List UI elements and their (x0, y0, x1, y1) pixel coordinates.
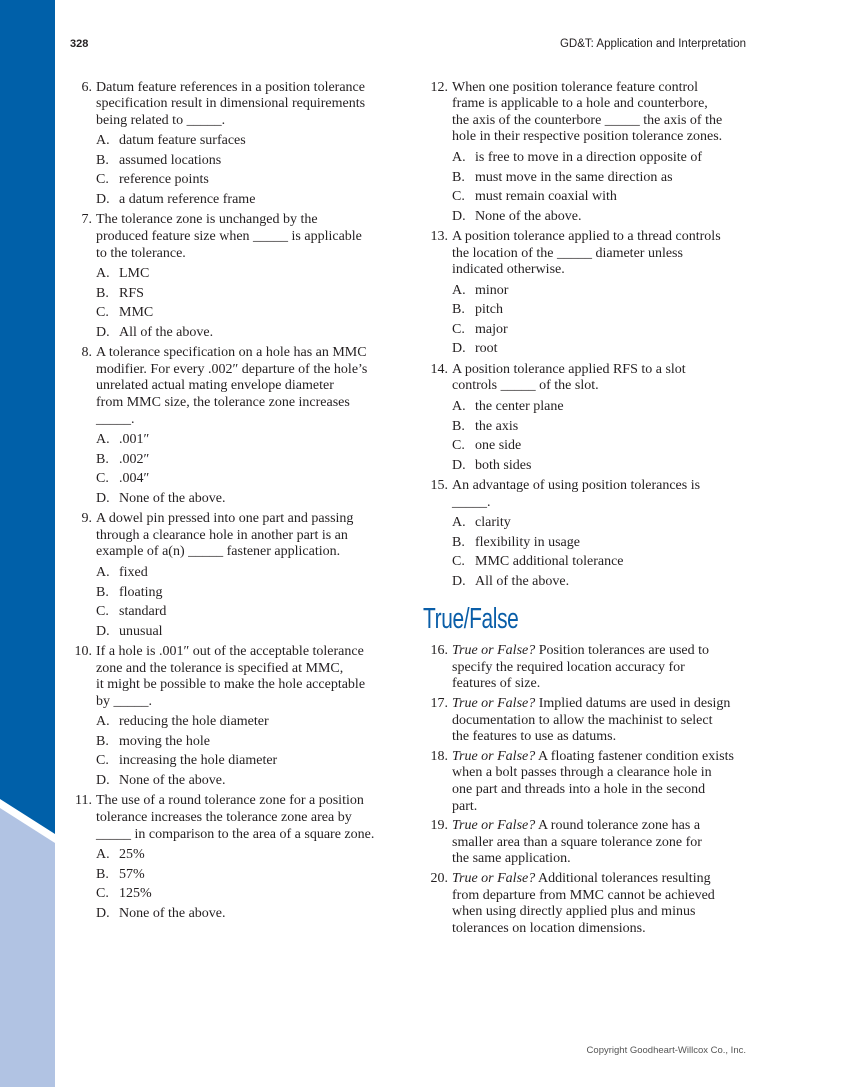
option-letter: C. (452, 438, 465, 454)
question-text: specify the required location accuracy for (452, 659, 685, 675)
question-number: 13. (430, 229, 448, 245)
question-text: the same application. (452, 851, 571, 867)
option-letter: A. (96, 847, 110, 863)
question-text: controls _____ of the slot. (452, 378, 599, 394)
question-text: the features to use as datums. (452, 729, 617, 745)
answer-option (452, 513, 760, 533)
answer-option (96, 622, 404, 642)
question-text-line (452, 799, 760, 816)
option-text: root (475, 341, 498, 357)
question-text-line (96, 694, 404, 711)
question (64, 644, 404, 790)
question-text: _____. (96, 411, 135, 427)
option-letter: D. (452, 208, 466, 224)
option-text: both sides (475, 457, 532, 473)
option-letter: A. (452, 282, 466, 298)
question-text: one part and threads into a hole in the second (452, 781, 706, 797)
answer-option (96, 131, 404, 151)
question-text: When one position tolerance feature control (452, 79, 699, 95)
answer-options (96, 845, 404, 923)
question-text-line (96, 246, 404, 263)
answer-option (452, 320, 760, 340)
answer-option (96, 563, 404, 583)
question (64, 345, 404, 508)
option-text: increasing the hole diameter (119, 753, 278, 769)
answer-options (96, 264, 404, 342)
answer-option (452, 533, 760, 553)
answer-option (96, 303, 404, 323)
answer-option (96, 712, 404, 732)
option-text: unusual (119, 623, 163, 639)
option-letter: A. (452, 399, 466, 415)
left-column (64, 80, 404, 923)
option-text: is free to move in a direction opposite of (475, 150, 703, 166)
option-text: .002″ (119, 451, 150, 467)
question-number: 18. (430, 748, 448, 764)
question-number: 17. (430, 696, 448, 711)
question-text-line (96, 345, 404, 362)
question-text: A dowel pin pressed into one part and passing (96, 511, 354, 527)
question-text-line (452, 478, 760, 495)
answer-option (96, 190, 404, 210)
question-text-line (96, 229, 404, 246)
question-text: zone and the tolerance is specified at MMC, (96, 660, 344, 676)
true-false-question (420, 696, 760, 746)
question-text-line (452, 676, 760, 693)
question-text: smaller area than a square tolerance zone for (452, 834, 702, 850)
question-text-line (452, 495, 760, 512)
option-text: pitch (475, 302, 503, 318)
question-number: 14. (430, 361, 448, 377)
question-text: tolerances on location dimensions. (452, 920, 646, 936)
question (64, 212, 404, 342)
answer-option (96, 151, 404, 171)
true-false-items (420, 643, 760, 937)
option-text: .004″ (119, 471, 150, 487)
true-or-false-label: True or False? (452, 870, 536, 886)
question-text-line (452, 888, 760, 905)
question-text: example of a(n) _____ fastener application. (96, 544, 341, 560)
option-letter: C. (96, 305, 109, 321)
answer-option (452, 300, 760, 320)
option-letter: A. (96, 432, 110, 448)
option-letter: B. (96, 451, 109, 467)
answer-option (96, 583, 404, 603)
option-text: a datum reference frame (119, 191, 256, 207)
question-text-line (96, 661, 404, 678)
question-text: the axis of the counterbore _____ the axis of the (452, 112, 723, 128)
sidebar-light-band (0, 808, 55, 1087)
question-text: tolerance increases the tolerance zone area by (96, 809, 352, 825)
option-text: MMC additional tolerance (475, 554, 624, 570)
question-text: by _____. (96, 693, 152, 709)
question-text-line (452, 749, 760, 766)
question (64, 511, 404, 641)
question-number: 19. (430, 818, 448, 834)
answer-option (96, 751, 404, 771)
answer-option (96, 264, 404, 284)
answer-options (452, 513, 760, 591)
answer-option (452, 552, 760, 572)
question-text: A tolerance specification on a hole has an MMC (96, 345, 367, 361)
question-number: 16. (430, 643, 448, 659)
running-title: GD&T: Application and Interpretation (559, 38, 746, 50)
answer-options (452, 281, 760, 359)
answer-option (452, 456, 760, 476)
question-text-line (452, 362, 760, 379)
option-text: the center plane (475, 399, 564, 415)
option-text: None of the above. (475, 208, 582, 224)
question-text-line (96, 378, 404, 395)
question-text-line (96, 80, 404, 97)
answer-option (96, 469, 404, 489)
question-text-line (96, 810, 404, 827)
question-text: to the tolerance. (96, 245, 186, 261)
option-letter: B. (96, 152, 109, 168)
question-text-line (452, 246, 760, 263)
question-number: 7. (81, 212, 92, 228)
answer-option (452, 572, 760, 592)
option-text: None of the above. (119, 905, 226, 921)
option-letter: B. (452, 169, 465, 185)
question-text: indicated otherwise. (452, 262, 565, 278)
option-letter: B. (96, 866, 109, 882)
option-letter: D. (96, 772, 110, 788)
question-text: A round tolerance zone has a (535, 818, 701, 834)
question-text-line (452, 262, 760, 279)
answer-option (452, 417, 760, 437)
option-letter: B. (452, 418, 465, 434)
question-text: A floating fastener condition exists (535, 748, 734, 764)
option-letter: A. (96, 266, 110, 282)
question-text-line (96, 113, 404, 130)
answer-option (96, 904, 404, 924)
question-text-line (96, 528, 404, 545)
question-text-line (452, 835, 760, 852)
option-letter: D. (96, 191, 110, 207)
question-text: Implied datums are used in design (535, 696, 731, 711)
option-text: fixed (119, 565, 148, 580)
answer-option (96, 430, 404, 450)
option-letter: D. (452, 457, 466, 473)
answer-options (96, 712, 404, 790)
option-letter: D. (96, 324, 110, 340)
answer-options (96, 131, 404, 209)
question-text-line (452, 713, 760, 730)
option-letter: B. (452, 534, 465, 550)
question-number: 11. (75, 793, 92, 809)
answer-option (452, 187, 760, 207)
question-text: modifier. For every .002″ departure of the hole’s (96, 361, 368, 377)
option-letter: D. (452, 341, 466, 357)
option-text: moving the hole (119, 733, 210, 749)
right-column (420, 80, 760, 938)
answer-option (96, 845, 404, 865)
question-text: documentation to allow the machinist to select (452, 712, 713, 728)
question-text-line (452, 782, 760, 799)
option-text: minor (475, 282, 509, 298)
answer-option (452, 397, 760, 417)
question-number: 9. (81, 511, 92, 527)
option-letter: B. (96, 733, 109, 749)
option-text: None of the above. (119, 490, 226, 506)
question (64, 80, 404, 210)
option-letter: C. (452, 554, 465, 570)
option-letter: C. (96, 753, 109, 769)
option-letter: C. (96, 886, 109, 902)
question-text-line (452, 818, 760, 835)
question-text: through a clearance hole in another part is an (96, 527, 348, 543)
option-text: the axis (475, 418, 519, 434)
question-text: Datum feature references in a position tolerance (96, 79, 365, 95)
option-text: datum feature surfaces (119, 133, 246, 149)
option-text: must remain coaxial with (475, 189, 617, 205)
question-text: Position tolerances are used to (535, 643, 710, 659)
question (420, 478, 760, 591)
true-or-false-label: True or False? (452, 818, 536, 834)
question-text: An advantage of using position tolerances is (452, 478, 701, 494)
true-false-question (420, 749, 760, 815)
question-text-line (96, 827, 404, 844)
question-text-line (96, 511, 404, 528)
answer-options (452, 148, 760, 226)
question-number: 6. (81, 79, 92, 95)
question-text-line (452, 378, 760, 395)
question-text: part. (452, 798, 478, 814)
question-text-line (96, 677, 404, 694)
question (420, 229, 760, 359)
question-text: from MMC size, the tolerance zone increases (96, 395, 350, 411)
question-text-line (452, 696, 760, 713)
answer-options (96, 430, 404, 508)
question-text-line (452, 80, 760, 97)
question-number: 12. (430, 79, 448, 95)
question-text-line (452, 729, 760, 746)
true-or-false-label: True or False? (452, 748, 536, 764)
copyright-footer: Copyright Goodheart-Willcox Co., Inc. (586, 1045, 746, 1056)
option-letter: B. (96, 285, 109, 301)
question-text: it might be possible to make the hole acceptable (96, 677, 366, 693)
question-text-line (452, 229, 760, 246)
option-letter: C. (96, 172, 109, 188)
option-letter: D. (96, 490, 110, 506)
question (420, 80, 760, 226)
option-text: one side (475, 438, 522, 454)
question-text-line (96, 212, 404, 229)
option-text: must move in the same direction as (475, 169, 673, 185)
question-number: 15. (430, 478, 448, 494)
option-letter: A. (96, 565, 110, 580)
option-text: flexibility in usage (475, 534, 580, 550)
option-letter: B. (96, 584, 109, 600)
answer-option (96, 884, 404, 904)
option-text: 57% (119, 866, 145, 882)
question-text-line (96, 96, 404, 113)
option-text: assumed locations (119, 152, 222, 168)
answer-option (96, 865, 404, 885)
answer-option (452, 168, 760, 188)
option-text: RFS (119, 285, 144, 301)
question-text: when using directly applied plus and minus (452, 904, 696, 920)
answer-option (96, 284, 404, 304)
question-text: from departure from MMC cannot be achieved (452, 887, 715, 903)
question-text: specification result in dimensional requirements (96, 96, 366, 112)
true-or-false-label: True or False? (452, 643, 536, 659)
question-text: The use of a round tolerance zone for a position (96, 793, 364, 809)
option-text: reference points (119, 172, 209, 188)
option-text: LMC (119, 266, 150, 282)
option-letter: D. (96, 623, 110, 639)
answer-option (452, 148, 760, 168)
answer-option (96, 170, 404, 190)
option-letter: B. (452, 302, 465, 318)
question-text-line (96, 793, 404, 810)
answer-option (96, 771, 404, 791)
question-text: frame is applicable to a hole and counterbore, (452, 96, 708, 112)
question-text: the location of the _____ diameter unless (452, 245, 683, 261)
question-text-line (452, 96, 760, 113)
question-text: hole in their respective position tolerance zones. (452, 129, 723, 145)
option-letter: D. (96, 905, 110, 921)
question-text: _____ in comparison to the area of a square zone. (96, 826, 375, 842)
question-text-line (452, 851, 760, 868)
question-number: 20. (430, 870, 448, 886)
question-text-line (96, 544, 404, 561)
question (64, 793, 404, 923)
option-text: 125% (119, 886, 152, 902)
answer-options (96, 563, 404, 641)
question-text-line (96, 362, 404, 379)
question-text-line (96, 644, 404, 661)
question-text-line (452, 129, 760, 146)
option-letter: C. (96, 604, 109, 619)
sidebar-decoration (0, 0, 55, 1087)
option-letter: C. (96, 471, 109, 487)
question-text: A position tolerance applied to a thread controls (452, 229, 721, 245)
answer-option (96, 323, 404, 343)
question-text: unrelated actual mating envelope diameter (96, 378, 334, 394)
option-text: major (475, 321, 508, 337)
question-text-line (452, 765, 760, 782)
question-text: _____. (452, 494, 491, 510)
true-or-false-label: True or False? (452, 696, 536, 711)
question-text: The tolerance zone is unchanged by the (96, 212, 318, 228)
option-text: MMC (119, 305, 154, 321)
option-letter: A. (96, 133, 110, 149)
option-text: All of the above. (119, 324, 214, 340)
question-text-line (452, 904, 760, 921)
option-letter: A. (452, 150, 466, 166)
answer-option (452, 339, 760, 359)
option-text: .001″ (119, 432, 150, 448)
option-text: standard (119, 604, 167, 619)
question-number: 8. (81, 345, 92, 361)
option-text: All of the above. (475, 573, 570, 589)
answer-option (96, 489, 404, 509)
question-text-line (452, 643, 760, 660)
sidebar-blue-band (0, 0, 55, 834)
question (420, 362, 760, 475)
option-text: 25% (119, 847, 145, 863)
page-number: 328 (70, 38, 89, 50)
question-text: produced feature size when _____ is applicable (96, 229, 362, 245)
question-text: when a bolt passes through a clearance hole in (452, 765, 712, 781)
option-text: reducing the hole diameter (119, 714, 269, 730)
answer-option (96, 450, 404, 470)
option-letter: D. (452, 573, 466, 589)
question-text: Additional tolerances resulting (535, 870, 711, 886)
answer-option (452, 436, 760, 456)
option-letter: A. (452, 515, 466, 531)
option-text: clarity (475, 515, 511, 531)
question-text: A position tolerance applied RFS to a slot (452, 361, 686, 377)
true-false-question (420, 818, 760, 868)
answer-option (452, 207, 760, 227)
option-text: floating (119, 584, 163, 600)
question-text: being related to _____. (96, 112, 226, 128)
question-text: If a hole is .001″ out of the acceptable tolerance (96, 644, 364, 659)
question-number: 10. (74, 644, 92, 659)
answer-option (96, 602, 404, 622)
question-text: features of size. (452, 676, 541, 692)
question-text-line (452, 113, 760, 130)
question-text-line (96, 412, 404, 429)
question-text-line (96, 395, 404, 412)
option-text: None of the above. (119, 772, 226, 788)
answer-option (452, 281, 760, 301)
true-false-question (420, 643, 760, 693)
question-text-line (452, 871, 760, 888)
question-text-line (452, 921, 760, 938)
answer-options (452, 397, 760, 475)
question-text-line (452, 660, 760, 677)
right-questions (420, 80, 760, 592)
option-letter: C. (452, 189, 465, 205)
answer-option (96, 732, 404, 752)
option-letter: C. (452, 321, 465, 337)
option-letter: A. (96, 714, 110, 730)
true-false-question (420, 871, 760, 937)
true-false-heading: True/False (423, 603, 519, 636)
